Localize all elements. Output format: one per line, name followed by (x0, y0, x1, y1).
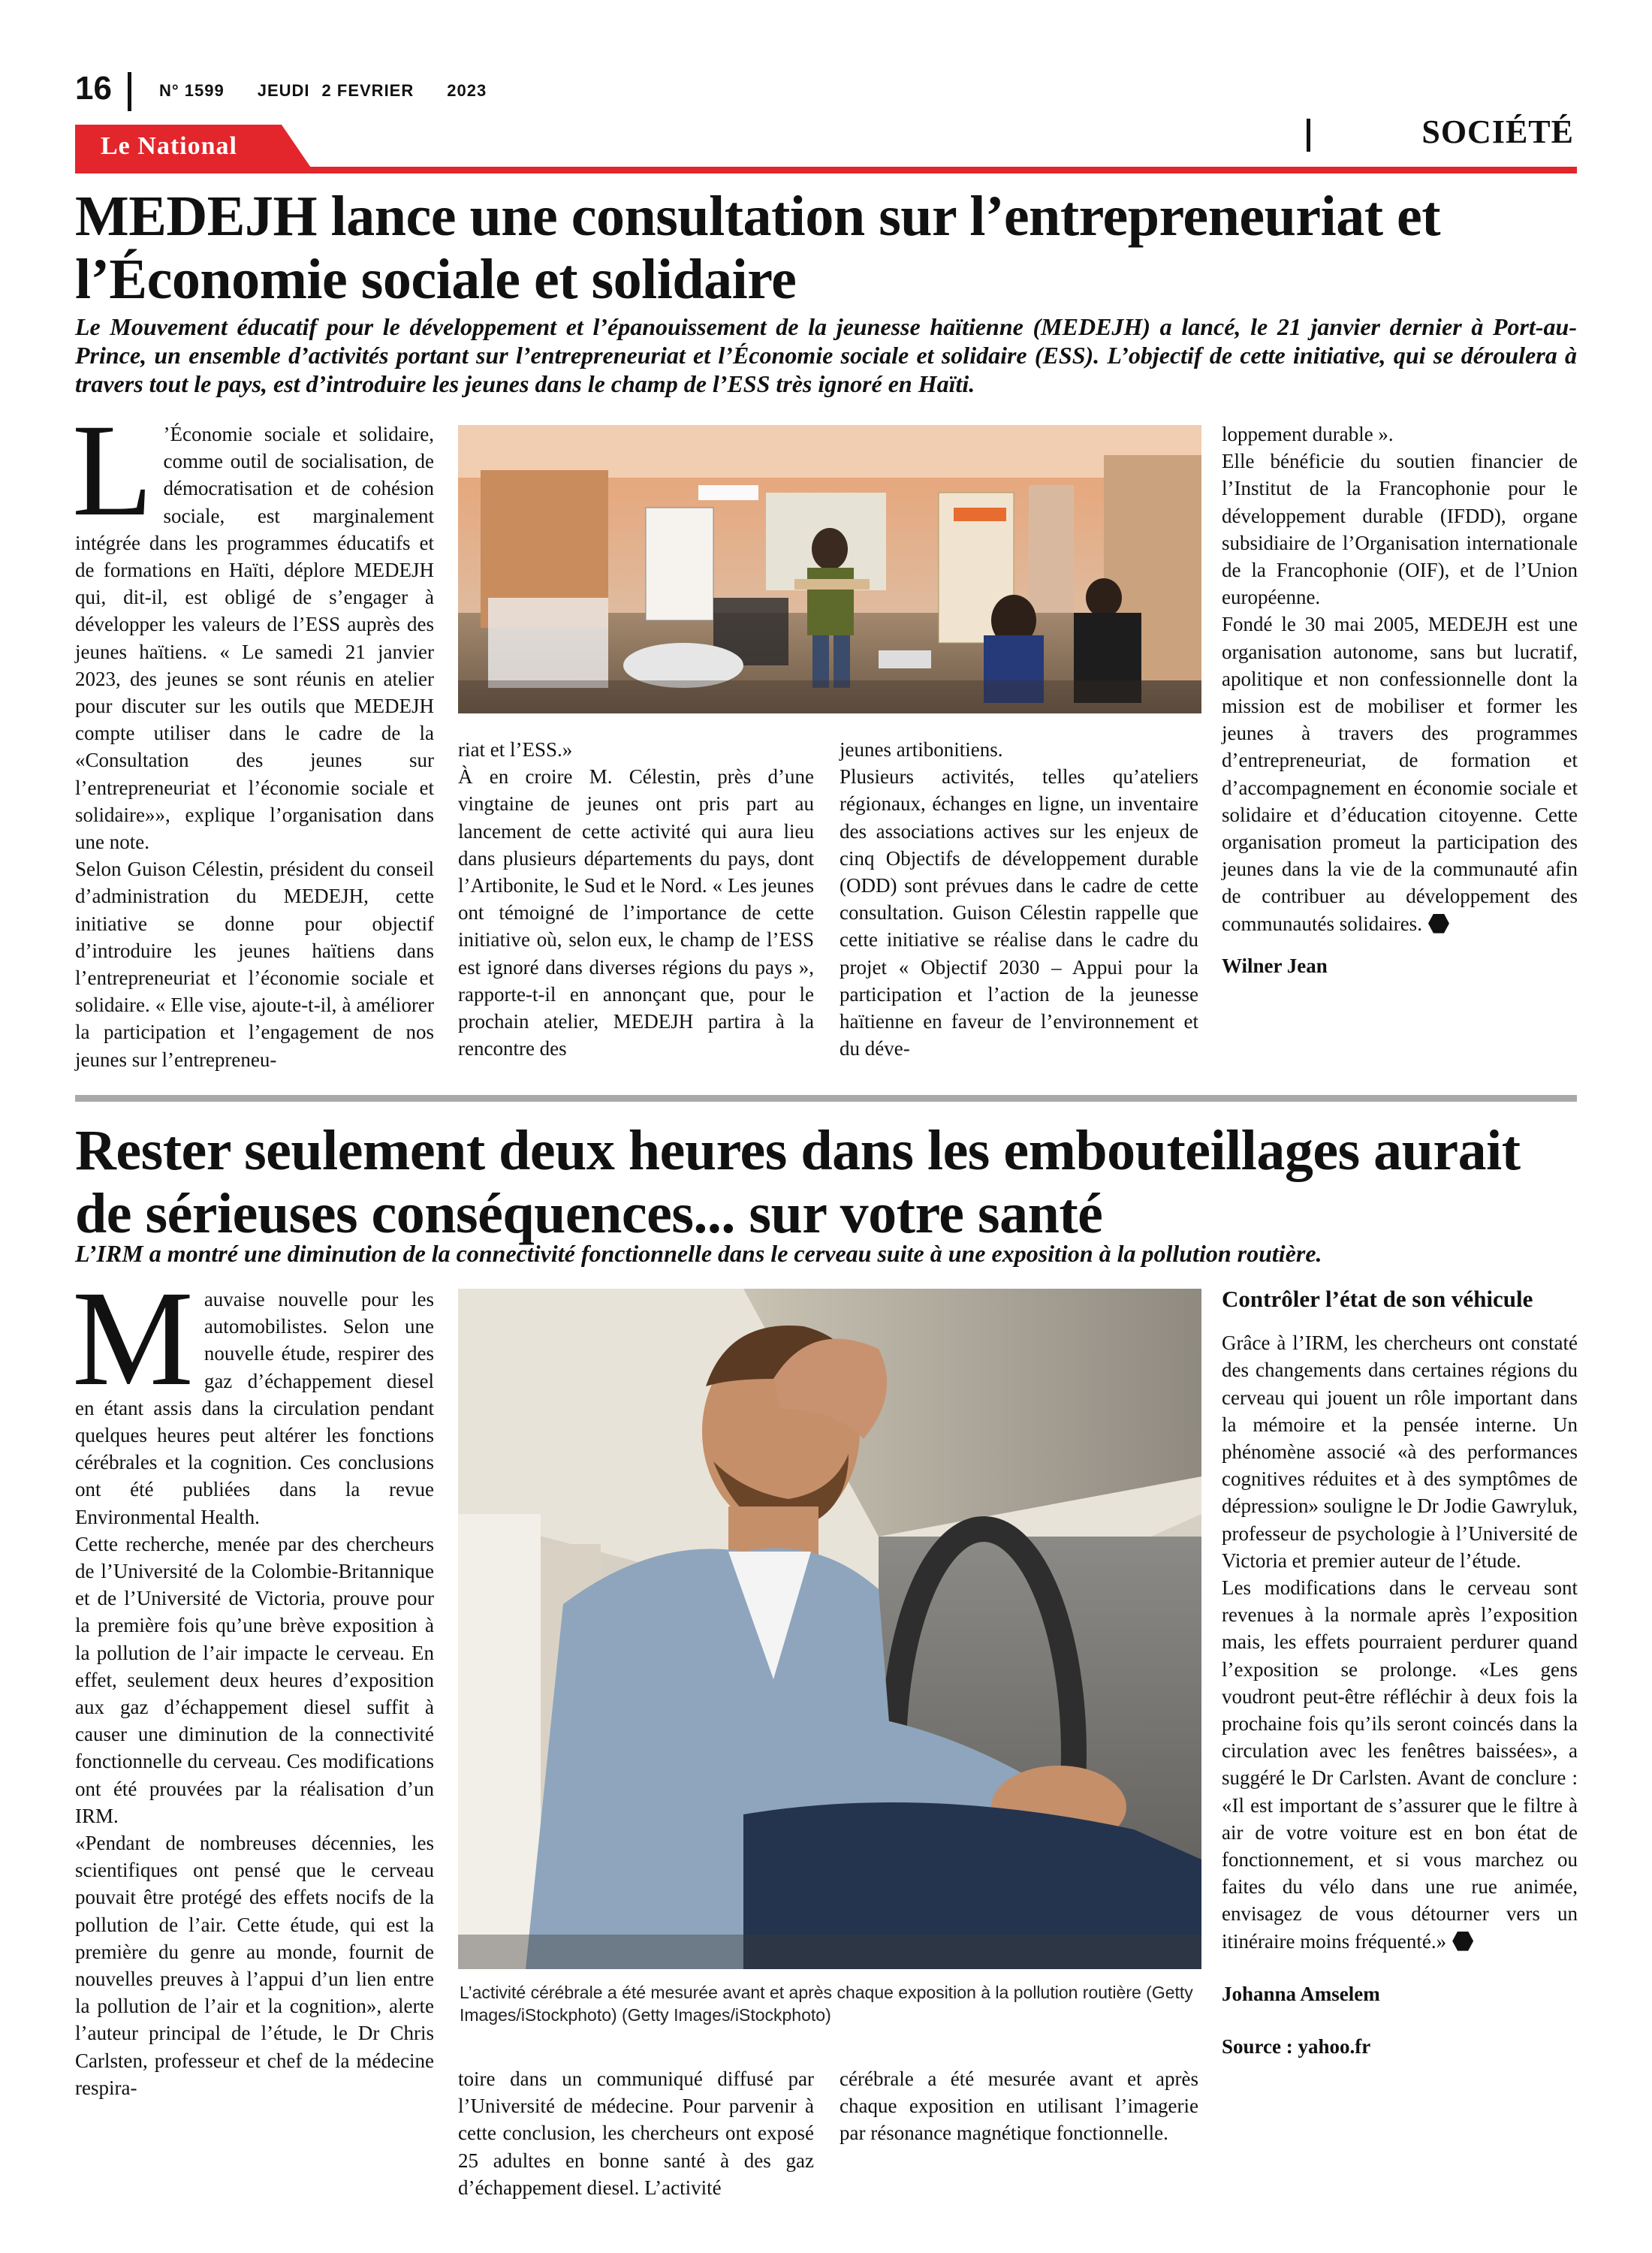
article1-author: Wilner Jean (1222, 954, 1328, 977)
workshop-photo-illustration (458, 425, 1201, 713)
car-driver-photo-illustration (458, 1289, 1201, 1969)
article2-col4-paragraph-1: Grâce à l’IRM, les chercheurs ont constaté des changements dans certaines régions du cerveau qui jouent un rôle important dans la mémoire et la pensée interne. Un phénomène associé «à des performances cognitives réduites et à des symptômes de dépression» souligne le Dr Jodie Gawryluk, professeur de psychologie à l’Université de Victoria et premier auteur de l’étude. (1222, 1332, 1578, 1572)
issue-info (159, 81, 520, 101)
brand-name: Le National (101, 132, 237, 160)
article2-col1-paragraph-1: auvaise nouvelle pour les automobilistes. Selon une nouvelle étude, respirer des gaz d’échappement diesel en étant assis dans la circulation pendant quelques heures peut altérer les fonctions cérébrales et la cognition. Ces conclusions ont été publiées dans la revue Environmental Health. (75, 1288, 434, 1528)
article2-lead: L’IRM a montré une diminution de la connectivité fonctionnelle dans le cerveau suite à une exposition à la pollution routière. (75, 1240, 1322, 1267)
article-separator (75, 1095, 1577, 1102)
article1-col1-paragraph-2: Selon Guison Célestin, président du conseil d’administration du MEDEJH, cette initiative se donne pour objectif d’introduire les jeunes haïtiens dans l’entrepreneuriat et l’économie sociale et solidaire. « Elle vise, ajoute-t-il, à améliorer la participation et l’engagement de nos jeunes sur l’entrepreneu- (75, 858, 434, 1071)
article2-col2-paragraph-1: toire dans un communiqué diffusé par l’Université de médecine. Pour parvenir à cette conclusion, les chercheurs ont exposé 25 adultes en bonne santé à des gaz d’échappement diesel. L’activité (458, 2068, 814, 2199)
end-mark-icon (1428, 914, 1449, 933)
article1-col4-paragraph-2: Elle bénéficie du soutien financier de l’Institut de la Francophonie pour le développement durable (IFDD), organe subsidiaire de l’Organisation internationale de la Francophonie (OIF), et de l’Union européenne. (1222, 450, 1578, 609)
article1-col1-paragraph-1: ’Économie sociale et solidaire, comme outil de socialisation, de démocratisation et de cohésion sociale, est marginalement intégrée dans les programmes éducatifs et de formations en Haïti, déplore MEDEJH qui, dit-il, est obligé de s’engager à développer les valeurs de l’ESS auprès des jeunes haïtiens. « Le samedi 21 janvier 2023, des jeunes se sont réunis en atelier pour discuter sur les outils que MEDEJH compte utiliser dans le cadre de la «Consultation des jeunes sur l’entrepreneuriat et l’économie sociale et solidaire»», explique l’organisation dans une note. (75, 423, 434, 854)
issue-year: 2023 (447, 81, 487, 100)
article2-author: Johanna Amselem (1222, 1982, 1380, 2005)
article1-col4-paragraph-1: loppement durable ». (1222, 423, 1394, 445)
issue-weekday: JEUDI (257, 81, 310, 100)
article2-subheading: Contrôler l’état de son véhicule (1222, 1286, 1533, 1312)
issue-date: 2 FEVRIER (321, 81, 415, 100)
issue-number: N° 1599 (159, 81, 225, 100)
article1-lead: Le Mouvement éducatif pour le développement et l’épanouissement de la jeunesse haïtienne (MEDEJH) a lancé, le 21 janvier dernier à Port-au-Prince, un ensemble d’activités portant sur l’entrepreneuriat et l’Économie sociale et solidaire (ESS). L’objectif de cette initiative, qui se déroulera à travers tout le pays, est d’introduire les jeunes dans le champ de l’ESS très ignoré en Haïti. (75, 313, 1577, 397)
article2-source: Source : yahoo.fr (1222, 2035, 1371, 2058)
section-divider (1307, 119, 1310, 152)
article1-column-1 (72, 397, 434, 1073)
article1-dropcap: L (72, 397, 153, 544)
article2-column-2 (458, 2065, 814, 2201)
article1-title: MEDEJH lance une consultation sur l’entrepreneuriat et l’Économie sociale et solidaire (75, 185, 1441, 311)
article2-column-1 (72, 1263, 434, 2101)
article1-col3-paragraph-2: Plusieurs activités, telles qu’ateliers régionaux, échanges en ligne, un inventaire des associations actives sur les enjeux de cinq Objectifs de développement durable (ODD) sont prévues dans le cadre de cette consultation. Guison Célestin rappelle que cette initiative se réalise dans le cadre du projet « Objectif 2030 – Appui pour la participation et l’action de la jeunesse haïtienne en faveur de l’environnement et du déve- (840, 765, 1198, 1060)
header-divider (128, 72, 131, 111)
article2-col1-paragraph-2: Cette recherche, menée par des chercheurs de l’Université de la Colombie-Britannique et de l’Université de Victoria, prouve pour la première fois qu’une brève exposition à la pollution de l’air impacte le cerveau. En effet, seulement deux heures d’exposition aux gaz d’échappement diesel suffit à causer une diminution de la connectivité fonctionnelle du cerveau. Ces modifications ont été prouvées par la réalisation d’un IRM. (75, 1532, 434, 1827)
article2-photo (458, 1289, 1201, 1969)
article2-col1-paragraph-3: «Pendant de nombreuses décennies, les scientifiques ont pensé que le cerveau pouvait être protégé des effets nocifs de la pollution de l’air. Cette étude, qui est la première du genre au monde, fournit de nouvelles preuves à l’appui d’un lien entre la pollution de l’air et la cognition», alerte l’auteur principal de l’étude, le Dr Chris Carlsten, professeur et chef de la médecine respira- (75, 1832, 434, 2099)
article1-col2-paragraph-1: riat et l’ESS.» (458, 738, 573, 761)
header-rule (75, 167, 1577, 173)
article1-col2-paragraph-2: À en croire M. Célestin, près d’une vingtaine de jeunes ont pris part au lancement de cette activité qui aura lieu dans plusieurs départements du pays, dont l’Artibonite, le Sud et le Nord. « Les jeunes ont témoigné de l’importance de cette initiative où, selon eux, le champ de l’ESS est ignoré dans diverses régions du pays », rapporte-t-il en annonçant que, pour le prochain atelier, MEDEJH partira à la rencontre des (458, 765, 814, 1060)
article2-col3-paragraph-1: cérébrale a été mesurée avant et après chaque exposition en utilisant l’imagerie par résonance magnétique fonctionnelle. (840, 2068, 1198, 2145)
page-number: 16 (75, 70, 112, 107)
brand-banner (75, 125, 312, 170)
article1-photo (458, 425, 1201, 713)
article2-photo-caption: L’activité cérébrale a été mesurée avant et après chaque exposition à la pollution routière (Getty Images/iStockphoto) (Getty Images/iStockphoto) (460, 1983, 1193, 2025)
article1-col3-paragraph-1: jeunes artibonitiens. (840, 738, 1003, 761)
article1-col4-paragraph-3: Fondé le 30 mai 2005, MEDEJH est une organisation autonome, sans but lucratif, apolitique et non confessionnelle dont la mission est de mobiliser et former les jeunes à travers des programmes d’entrepreneuriat, de formation et d’accompagnement en économie sociale et solidaire et d’éducation citoyenne. Cette organisation promeut la participation des jeunes dans la vie de la communauté afin de contribuer au développement des communautés solidaires. (1222, 613, 1578, 935)
end-mark-icon (1452, 1932, 1473, 1951)
article1-column-2 (458, 736, 814, 1062)
article1-column-3 (840, 736, 1198, 1062)
article2-title: Rester seulement deux heures dans les embouteillages aurait de sérieuses conséquences... sur votre santé (75, 1119, 1521, 1245)
article2-col4-paragraph-2: Les modifications dans le cerveau sont revenues à la normale après l’exposition mais, les effets pourraient perdurer quand l’exposition se prolonge. «Les gens voudront peut-être réfléchir à deux fois la prochaine fois qu’ils seront coincés dans la circulation avec les fenêtres baissées», a suggéré le Dr Carlsten. Avant de conclure : «Il est important de s’assurer que le filtre à air de votre voiture est en bon état de fonctionnement, et si vous marchez ou faites du vélo dans une rue animée, envisagez de vous détourner vers un itinéraire moins fréquenté.» (1222, 1576, 1578, 1953)
article2-column-4 (1222, 1286, 1578, 2060)
article2-dropcap: M (72, 1263, 194, 1414)
article1-column-4 (1222, 421, 1578, 979)
article2-column-3 (840, 2065, 1198, 2147)
section-name: SOCIÉTÉ (1421, 113, 1574, 150)
